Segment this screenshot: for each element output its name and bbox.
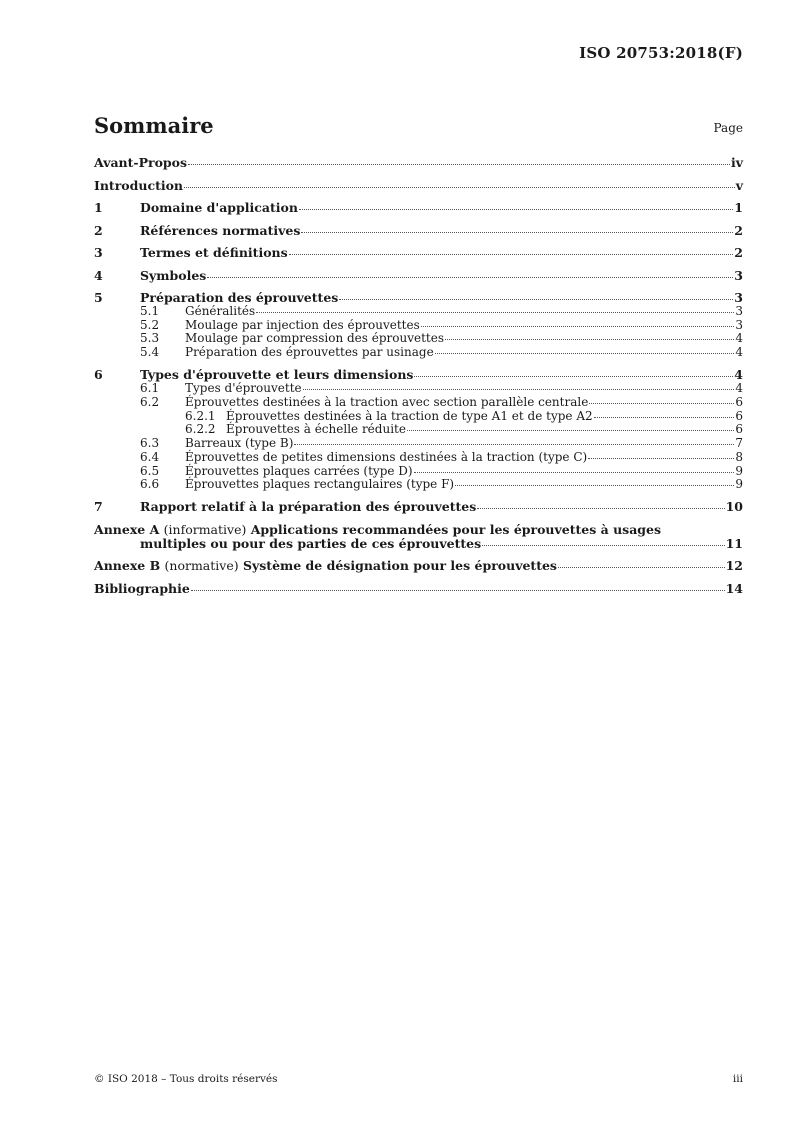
toc-entry[interactable] — [94, 423, 743, 437]
dot-leader — [414, 472, 735, 473]
toc-entry-title: Introduction — [94, 177, 184, 193]
annex-a-title-line1: Applications recommandées pour les éprouvettes à usages — [250, 521, 662, 537]
dot-leader — [445, 339, 734, 340]
dot-leader — [421, 326, 735, 327]
toc-entry-title: Moulage par injection des éprouvettes — [185, 317, 420, 332]
toc-entry-page: 9 — [735, 477, 743, 492]
toc-entry-number: 6.5 — [140, 463, 160, 478]
dot-leader — [435, 353, 735, 354]
toc-entry-number: 3 — [94, 245, 103, 260]
toc-entry-number: 6.6 — [140, 477, 160, 492]
dot-leader — [303, 389, 735, 390]
toc-entry-title: Préparation des éprouvettes — [140, 290, 339, 305]
toc-entry-page: 4 — [735, 331, 743, 346]
toc-entry-title: Éprouvettes plaques rectangulaires (type F) — [185, 477, 455, 492]
dot-leader — [414, 376, 733, 377]
toc-entry-page: 6 — [735, 422, 743, 437]
toc-entry-page: 6 — [735, 408, 743, 423]
annex-b-kind: (normative) — [164, 558, 239, 574]
toc-entry-bibliography[interactable] — [94, 582, 743, 596]
toc-entry[interactable] — [94, 246, 743, 260]
toc-entry-number: 6.3 — [140, 436, 160, 451]
toc-entry-page: 6 — [735, 395, 743, 410]
toc-entry-page: 3 — [735, 304, 743, 318]
toc-entry-number: 6 — [94, 367, 103, 383]
toc-entry-page: 4 — [735, 381, 743, 396]
dot-leader — [299, 209, 733, 210]
dot-leader — [339, 299, 733, 300]
page-title: Sommaire — [94, 113, 214, 138]
toc-entry[interactable] — [94, 319, 743, 333]
toc-entry-number: 6.2.1 — [185, 408, 216, 423]
document-code: ISO 20753:2018(F) — [579, 44, 743, 62]
toc-entry-title: Avant-Propos — [94, 155, 188, 170]
page-footer — [94, 1073, 743, 1085]
toc-entry[interactable] — [94, 396, 743, 410]
toc-entry-number: 6.2 — [140, 395, 160, 410]
toc-entry-number: 6.2.2 — [185, 422, 216, 437]
toc-entry-title: Éprouvettes plaques carrées (type D) — [185, 463, 413, 478]
annex-a-page: 11 — [725, 535, 743, 551]
toc-entry-number: 1 — [94, 200, 103, 215]
bibliography-page: 14 — [725, 580, 743, 596]
dot-leader — [289, 254, 734, 255]
toc-entry[interactable] — [94, 156, 743, 170]
toc-entries — [94, 156, 743, 514]
dot-leader — [589, 403, 734, 404]
annex-a-kind: (informative) — [163, 521, 247, 537]
toc-entry-title: Éprouvettes de petites dimensions destinées à la traction (type C) — [185, 449, 588, 464]
toc-entry[interactable] — [94, 224, 743, 238]
toc-entry-page: 2 — [734, 245, 743, 260]
annex-b-label — [94, 559, 557, 573]
toc-entry-page: 3 — [734, 267, 743, 283]
toc-entry-title: Rapport relatif à la préparation des éprouvettes — [140, 499, 477, 515]
annex-a-line1 — [94, 523, 743, 537]
dot-leader — [256, 312, 734, 313]
toc-entry[interactable] — [94, 346, 743, 360]
toc-entry-title: Types d'éprouvette — [185, 381, 302, 396]
toc-entry-title: Éprouvettes à échelle réduite — [226, 422, 406, 437]
toc-entry-annex-a[interactable] — [94, 523, 743, 551]
annex-a-line2 — [94, 537, 743, 551]
annex-a-title-line2: multiples ou pour des parties de ces éprouvettes — [140, 535, 482, 551]
toc-entry[interactable] — [94, 382, 743, 396]
title-row — [94, 113, 743, 138]
toc-entry-title: Barreaux (type B) — [185, 436, 294, 451]
dot-leader — [184, 187, 735, 188]
toc-entry[interactable] — [94, 332, 743, 346]
toc-entry-page: 4 — [734, 367, 743, 383]
dot-leader — [301, 232, 733, 233]
toc-entry-title: Moulage par compression des éprouvettes — [185, 331, 444, 346]
dot-leader — [407, 430, 734, 431]
page-number: iii — [732, 1073, 743, 1085]
dot-leader — [482, 545, 724, 546]
toc-entry-number: 5.1 — [140, 304, 160, 318]
dot-leader — [594, 417, 735, 418]
toc-entry-title: Symboles — [140, 267, 207, 283]
toc-entry-page: 8 — [735, 449, 743, 464]
toc-entry-page: 2 — [734, 222, 743, 238]
toc-entry-title: Domaine d'application — [140, 200, 298, 215]
toc-entry-number: 5 — [94, 290, 103, 305]
toc-entry[interactable] — [94, 179, 743, 193]
toc-entry-title: Termes et définitions — [140, 245, 288, 260]
toc-entry-number: 6.4 — [140, 449, 160, 464]
toc-entry-title: Éprouvettes destinées à la traction de type A1 et de type A2 — [226, 408, 593, 423]
copyright-notice: © ISO 2018 – Tous droits réservés — [94, 1073, 278, 1085]
dot-leader — [588, 458, 734, 459]
toc-entry-page: 4 — [735, 345, 743, 360]
toc-entry-page: 3 — [734, 290, 743, 305]
page-column-label: Page — [713, 121, 743, 135]
dot-leader — [477, 508, 724, 509]
toc-entry-page: 10 — [725, 499, 743, 515]
toc-entry-title: Éprouvettes destinées à la traction avec section parallèle centrale — [185, 395, 589, 410]
annex-a-prefix: Annexe A — [94, 521, 160, 537]
toc-entry-title: Références normatives — [140, 222, 301, 238]
toc-entry-page: 1 — [734, 200, 743, 215]
bibliography-title: Bibliographie — [94, 580, 190, 596]
toc-entry[interactable] — [94, 437, 743, 451]
toc-entry[interactable] — [94, 269, 743, 283]
dot-leader — [455, 485, 734, 486]
toc-entry-title: Types d'éprouvette et leurs dimensions — [140, 367, 414, 383]
annex-b-prefix: Annexe B — [94, 558, 161, 574]
toc-entry-number: 4 — [94, 267, 103, 283]
dot-leader — [558, 567, 725, 568]
toc-entry[interactable] — [94, 201, 743, 215]
table-of-contents — [94, 156, 743, 596]
toc-entry-page: 3 — [735, 317, 743, 332]
toc-entry[interactable] — [94, 368, 743, 382]
dot-leader — [294, 444, 734, 445]
toc-entry[interactable] — [94, 451, 743, 465]
toc-entry-page: 7 — [735, 436, 743, 451]
dot-leader — [188, 164, 730, 165]
toc-entry-number: 2 — [94, 222, 103, 238]
toc-entry-number: 5.4 — [140, 345, 160, 360]
toc-entry-number: 7 — [94, 499, 103, 515]
toc-entry[interactable] — [94, 478, 743, 492]
toc-entry-page: 9 — [735, 463, 743, 478]
toc-entry[interactable] — [94, 305, 743, 319]
toc-entry-number: 5.3 — [140, 331, 160, 346]
toc-entry-page: iv — [730, 155, 743, 170]
dot-leader — [191, 590, 725, 591]
toc-entry-annex-b[interactable] — [94, 559, 743, 573]
toc-entry-number: 6.1 — [140, 381, 160, 396]
toc-entry[interactable] — [94, 410, 743, 424]
toc-entry-page: v — [735, 177, 743, 193]
annex-b-title: Système de désignation pour les éprouvettes — [242, 558, 557, 574]
toc-entry-number: 5.2 — [140, 317, 160, 332]
toc-entry[interactable] — [94, 291, 743, 305]
toc-entry-title: Généralités — [185, 304, 256, 318]
toc-entry[interactable] — [94, 500, 743, 514]
toc-entry-title: Préparation des éprouvettes par usinage — [185, 345, 434, 360]
dot-leader — [207, 277, 733, 278]
annex-b-page: 12 — [725, 558, 743, 574]
